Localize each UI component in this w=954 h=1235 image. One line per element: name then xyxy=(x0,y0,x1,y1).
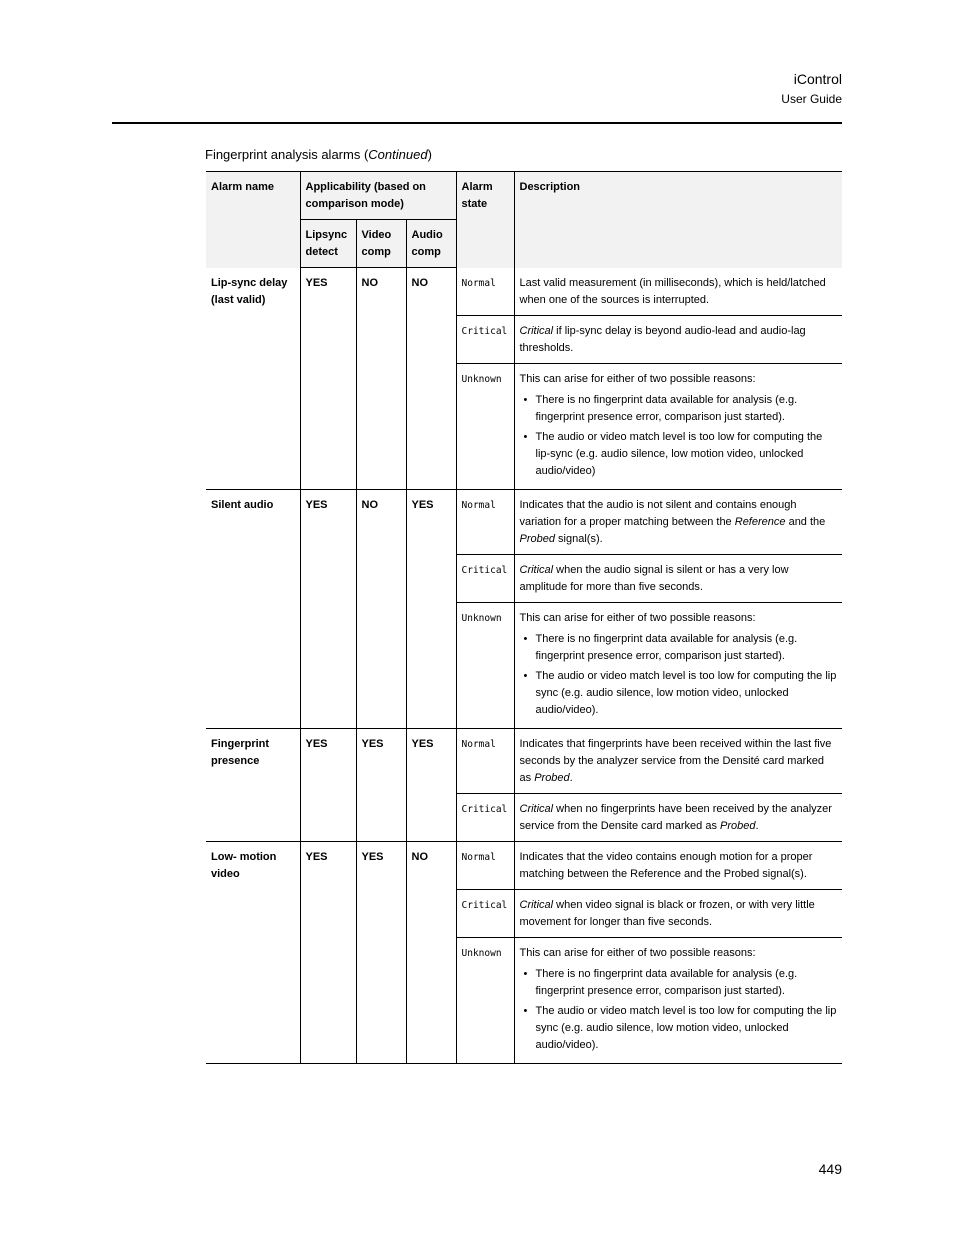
description-cell: Last valid measurement (in milliseconds), which is held/latched when one of the sources is interrupted. xyxy=(514,268,842,316)
reasons-intro: This can arise for either of two possible reasons: xyxy=(519,372,756,385)
list-item: • The audio or video match level is too low for computing the lip-sync (e.g. audio silence, low motion video, unlocked audio/video) xyxy=(536,429,838,480)
state-cell: Unknown xyxy=(456,363,514,489)
description-cell xyxy=(514,554,842,602)
desc-end: . xyxy=(755,819,759,832)
header-subtitle: User Guide xyxy=(781,92,842,106)
description-cell xyxy=(514,315,842,363)
state-cell: Critical xyxy=(456,889,514,937)
desc-italic: Probed xyxy=(720,819,756,832)
lipsync-cell: YES xyxy=(300,489,356,728)
reasons-list xyxy=(520,392,838,480)
state-cell: Normal xyxy=(456,728,514,793)
header-video: Video comp xyxy=(356,220,406,268)
state-cell: Normal xyxy=(456,268,514,316)
desc-lead: Critical xyxy=(519,802,554,815)
state-cell: Unknown xyxy=(456,602,514,728)
state-cell: Critical xyxy=(456,315,514,363)
desc-text: when video signal is black or frozen, or with very little movement for longer than five seconds. xyxy=(519,898,815,928)
state-cell: Critical xyxy=(456,793,514,841)
list-item: • The audio or video match level is too low for computing the lip sync (e.g. audio silence, low motion video, unlocked audio/video). xyxy=(536,1003,838,1054)
desc-lead: Critical xyxy=(519,324,554,337)
reasons-intro: This can arise for either of two possible reasons: xyxy=(519,611,756,624)
state-cell: Normal xyxy=(456,841,514,889)
list-item: • There is no fingerprint data available for analysis (e.g. fingerprint presence error, comparison just started). xyxy=(536,392,838,426)
description-cell xyxy=(514,489,842,554)
reasons-list xyxy=(520,631,838,719)
list-item: • There is no fingerprint data available for analysis (e.g. fingerprint presence error, comparison just started). xyxy=(536,966,838,1000)
desc-text: when the audio signal is silent or has a very low amplitude for more than five seconds. xyxy=(519,563,789,593)
desc-lead: Critical xyxy=(519,563,554,576)
desc-lead: Critical xyxy=(519,898,554,911)
lipsync-cell: YES xyxy=(300,841,356,1063)
description-cell xyxy=(514,793,842,841)
lipsync-cell: YES xyxy=(300,728,356,841)
header-alarm-name: Alarm name xyxy=(206,172,300,268)
audio-cell: YES xyxy=(406,489,456,728)
header-lipsync: Lipsync detect xyxy=(300,220,356,268)
desc-text: when no fingerprints have been received by the analyzer service from the Densite card marked as xyxy=(519,802,832,832)
header-audio: Audio comp xyxy=(406,220,456,268)
desc-end: . xyxy=(569,771,573,784)
table-row xyxy=(206,489,842,554)
header-rule xyxy=(112,122,842,124)
caption-text: Fingerprint analysis alarms ( xyxy=(205,147,369,162)
description-cell xyxy=(514,728,842,793)
desc-text: and the xyxy=(785,515,826,528)
desc-text: signal(s). xyxy=(554,532,603,545)
desc-italic: Probed xyxy=(519,532,555,545)
table-row xyxy=(206,728,842,793)
state-cell: Critical xyxy=(456,554,514,602)
video-cell: YES xyxy=(356,841,406,1063)
caption-italic: Continued xyxy=(368,147,428,162)
desc-text: Indicates that fingerprints have been received within the last five seconds by the analyzer service from the Densité card marked as xyxy=(519,737,832,784)
description-cell xyxy=(514,602,842,728)
audio-cell: YES xyxy=(406,728,456,841)
description-cell xyxy=(514,363,842,489)
description-cell xyxy=(514,937,842,1063)
video-cell: NO xyxy=(356,489,406,728)
header-applicability: Applicability (based on comparison mode) xyxy=(300,172,456,220)
table-row xyxy=(206,268,842,316)
page-number: 449 xyxy=(818,1161,842,1177)
desc-italic: Reference xyxy=(734,515,786,528)
caption-close: ) xyxy=(427,147,432,162)
video-cell: YES xyxy=(356,728,406,841)
header-description: Description xyxy=(514,172,842,268)
desc-italic: Probed xyxy=(534,771,570,784)
state-cell: Unknown xyxy=(456,937,514,1063)
list-item: • There is no fingerprint data available for analysis (e.g. fingerprint presence error, comparison just started). xyxy=(536,631,838,665)
reasons-list xyxy=(520,966,838,1054)
state-cell: Normal xyxy=(456,489,514,554)
table-row xyxy=(206,841,842,889)
video-cell: NO xyxy=(356,268,406,490)
table-caption xyxy=(205,147,432,162)
reasons-intro: This can arise for either of two possible reasons: xyxy=(519,946,756,959)
audio-cell: NO xyxy=(406,841,456,1063)
desc-text: Indicates that the audio is not silent and contains enough variation for a proper matching between the xyxy=(519,498,797,528)
desc-text: if lip-sync delay is beyond audio-lead and audio-lag thresholds. xyxy=(519,324,806,354)
list-item: • The audio or video match level is too low for computing the lip sync (e.g. audio silence, low motion video, unlocked audio/video). xyxy=(536,668,838,719)
header-alarm-state: Alarm state xyxy=(456,172,514,268)
alarm-name: Silent audio xyxy=(206,489,300,728)
lipsync-cell: YES xyxy=(300,268,356,490)
alarm-name: Low- motion video xyxy=(206,841,300,1063)
audio-cell: NO xyxy=(406,268,456,490)
description-cell: Indicates that the video contains enough motion for a proper matching between the Reference and the Probed signal(s). xyxy=(514,841,842,889)
alarm-name: Lip-sync delay (last valid) xyxy=(206,268,300,490)
alarm-name: Fingerprint presence xyxy=(206,728,300,841)
header-title: iControl xyxy=(793,71,842,87)
description-cell xyxy=(514,889,842,937)
alarms-table xyxy=(206,171,842,1064)
